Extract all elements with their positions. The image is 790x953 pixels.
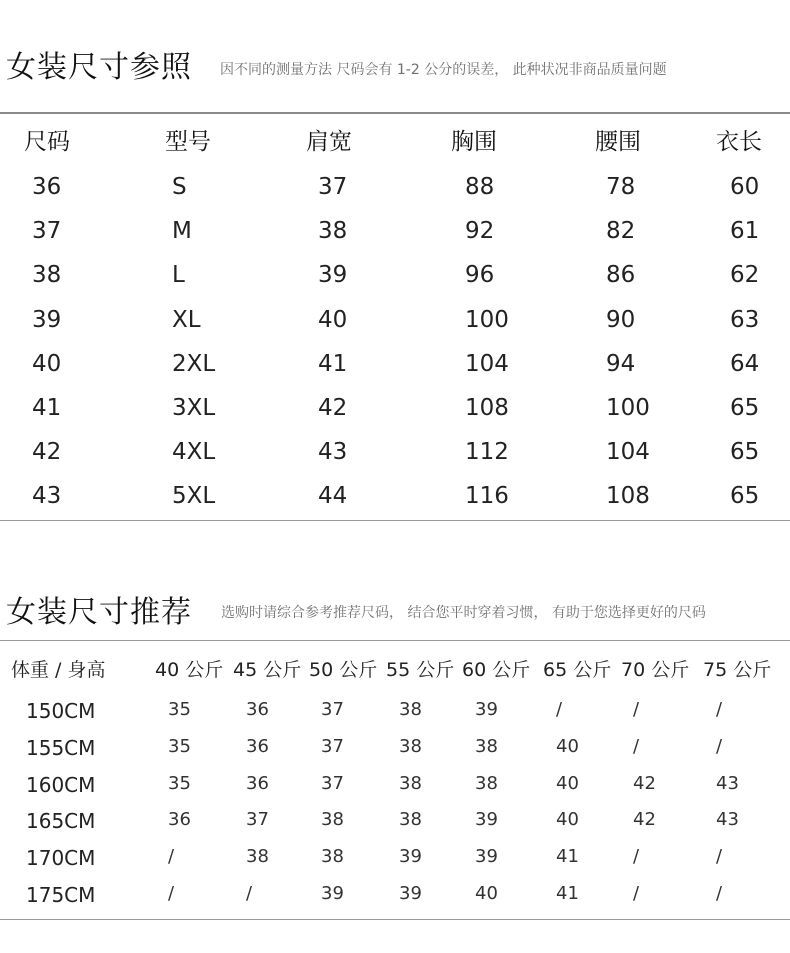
table-cell: 37 (321, 772, 344, 794)
table-cell: 90 (606, 306, 636, 333)
table-cell: 42 (318, 395, 348, 421)
table-cell: 42 (32, 439, 62, 466)
column-header: 胸围 (451, 129, 497, 155)
height-label: 175CM (26, 883, 96, 907)
table-cell: 39 (475, 699, 498, 720)
table-cell: 39 (475, 846, 498, 868)
section2-top-divider (0, 640, 790, 641)
table-cell: 112 (465, 439, 509, 466)
table-cell: 43 (32, 483, 62, 510)
table-cell: 35 (168, 735, 191, 757)
height-label: 150CM (26, 699, 96, 723)
table-cell: 39 (399, 883, 422, 904)
table-cell: / (168, 883, 175, 904)
table-cell: 37 (321, 699, 344, 720)
table-cell: 104 (606, 439, 650, 466)
table-cell: 41 (556, 883, 579, 904)
table-cell: 40 (32, 350, 62, 377)
table-cell: 38 (475, 735, 498, 757)
table-cell: / (246, 883, 253, 904)
column-header: 衣长 (716, 129, 762, 155)
weight-header: 45 公斤 (233, 659, 302, 681)
height-label: 160CM (26, 772, 96, 797)
size-recommendation-title: 女装尺寸推荐 (6, 595, 192, 630)
table-cell: 2XL (172, 350, 216, 377)
size-reference-subtitle: 因不同的测量方法 尺码会有 1-2 公分的误差， 此种状况非商品质量问题 (220, 62, 667, 78)
table-cell: 108 (465, 395, 509, 421)
table-cell: 39 (32, 306, 62, 333)
table-cell: 65 (730, 483, 760, 510)
table-cell: 96 (465, 262, 495, 289)
corner-header: 体重 / 身高 (11, 659, 106, 681)
weight-header: 65 公斤 (543, 659, 612, 681)
table-cell: 36 (246, 699, 269, 720)
table-cell: 39 (475, 809, 498, 831)
table-cell: 4XL (172, 439, 216, 466)
table-cell: L (172, 262, 185, 289)
table-cell: 35 (168, 699, 191, 720)
table-cell: 38 (246, 846, 269, 868)
table-cell: 43 (716, 772, 739, 794)
table-cell: 39 (399, 846, 422, 868)
table-cell: 82 (606, 218, 636, 245)
table-cell: 94 (606, 350, 636, 377)
table-cell: 100 (606, 395, 650, 421)
table-cell: 41 (556, 846, 579, 868)
weight-header: 70 公斤 (621, 659, 690, 681)
table-cell: 104 (465, 350, 509, 377)
table-cell: / (168, 846, 175, 868)
table-cell: 61 (730, 218, 760, 245)
table-cell: 5XL (172, 483, 216, 510)
column-header: 腰围 (595, 129, 641, 155)
table-cell: 100 (465, 306, 509, 333)
table-cell: 38 (399, 809, 422, 831)
table-cell: 92 (465, 218, 495, 245)
table-cell: 39 (321, 883, 344, 904)
table-cell: 39 (318, 262, 348, 289)
table-cell: 64 (730, 350, 760, 377)
section2-bottom-divider (0, 919, 790, 920)
table-cell: 63 (730, 306, 760, 333)
table-cell: 42 (633, 772, 656, 794)
table-cell: 36 (168, 809, 191, 831)
table-cell: 40 (556, 772, 579, 794)
table-cell: / (633, 735, 640, 757)
table-cell: 35 (168, 772, 191, 794)
table-cell: 36 (246, 772, 269, 794)
table-cell: / (716, 846, 723, 868)
table-cell: 62 (730, 262, 760, 289)
table-cell: 88 (465, 174, 495, 200)
size-recommendation-subtitle: 选购时请综合参考推荐尺码， 结合您平时穿着习惯， 有助于您选择更好的尺码 (221, 605, 706, 621)
table-cell: 108 (606, 483, 650, 510)
table-cell: 60 (730, 174, 760, 200)
table-cell: M (172, 218, 192, 245)
table-cell: 43 (716, 809, 739, 831)
table-cell: 37 (246, 809, 269, 831)
table-cell: XL (172, 306, 201, 333)
table-cell: 78 (606, 174, 636, 200)
weight-header: 75 公斤 (703, 659, 772, 681)
table-cell: 38 (399, 772, 422, 794)
table-cell: 40 (318, 306, 348, 333)
table-cell: / (716, 699, 723, 720)
table-cell: / (716, 735, 723, 757)
table-cell: / (633, 699, 640, 720)
table-cell: 38 (321, 846, 344, 868)
table-cell: 86 (606, 262, 636, 289)
table-cell: / (716, 883, 723, 904)
height-label: 170CM (26, 846, 96, 871)
table-cell: 37 (32, 218, 62, 245)
table-cell: 40 (556, 809, 579, 831)
table-cell: 44 (318, 483, 348, 510)
table-cell: 40 (475, 883, 498, 904)
column-header: 肩宽 (306, 129, 352, 155)
table-cell: 37 (318, 174, 348, 200)
table-cell: S (172, 174, 187, 200)
table-cell: 36 (246, 735, 269, 757)
table-cell: 116 (465, 483, 509, 510)
table-cell: 3XL (172, 395, 216, 421)
table-cell: 37 (321, 735, 344, 757)
table-cell: / (556, 699, 563, 720)
table-cell: 38 (32, 262, 62, 289)
table-cell: 38 (399, 735, 422, 757)
table-cell: / (633, 846, 640, 868)
column-header: 尺码 (24, 129, 70, 155)
table-cell: 42 (633, 809, 656, 831)
table-cell: / (633, 883, 640, 904)
table-cell: 41 (318, 350, 348, 377)
table-cell: 40 (556, 735, 579, 757)
table-cell: 38 (318, 218, 348, 245)
section1-top-divider (0, 112, 790, 114)
table-cell: 36 (32, 174, 62, 200)
column-header: 型号 (165, 129, 211, 155)
table-cell: 43 (318, 439, 348, 466)
weight-header: 40 公斤 (155, 659, 224, 681)
weight-header: 60 公斤 (462, 659, 531, 681)
size-reference-title: 女装尺寸参照 (6, 50, 192, 85)
table-cell: 38 (321, 809, 344, 831)
section1-bottom-divider (0, 520, 790, 521)
weight-header: 50 公斤 (309, 659, 378, 681)
table-cell: 38 (399, 699, 422, 720)
table-cell: 65 (730, 395, 760, 421)
height-label: 155CM (26, 735, 96, 760)
table-cell: 41 (32, 395, 62, 421)
weight-header: 55 公斤 (386, 659, 455, 681)
table-cell: 38 (475, 772, 498, 794)
table-cell: 65 (730, 439, 760, 466)
height-label: 165CM (26, 809, 96, 834)
